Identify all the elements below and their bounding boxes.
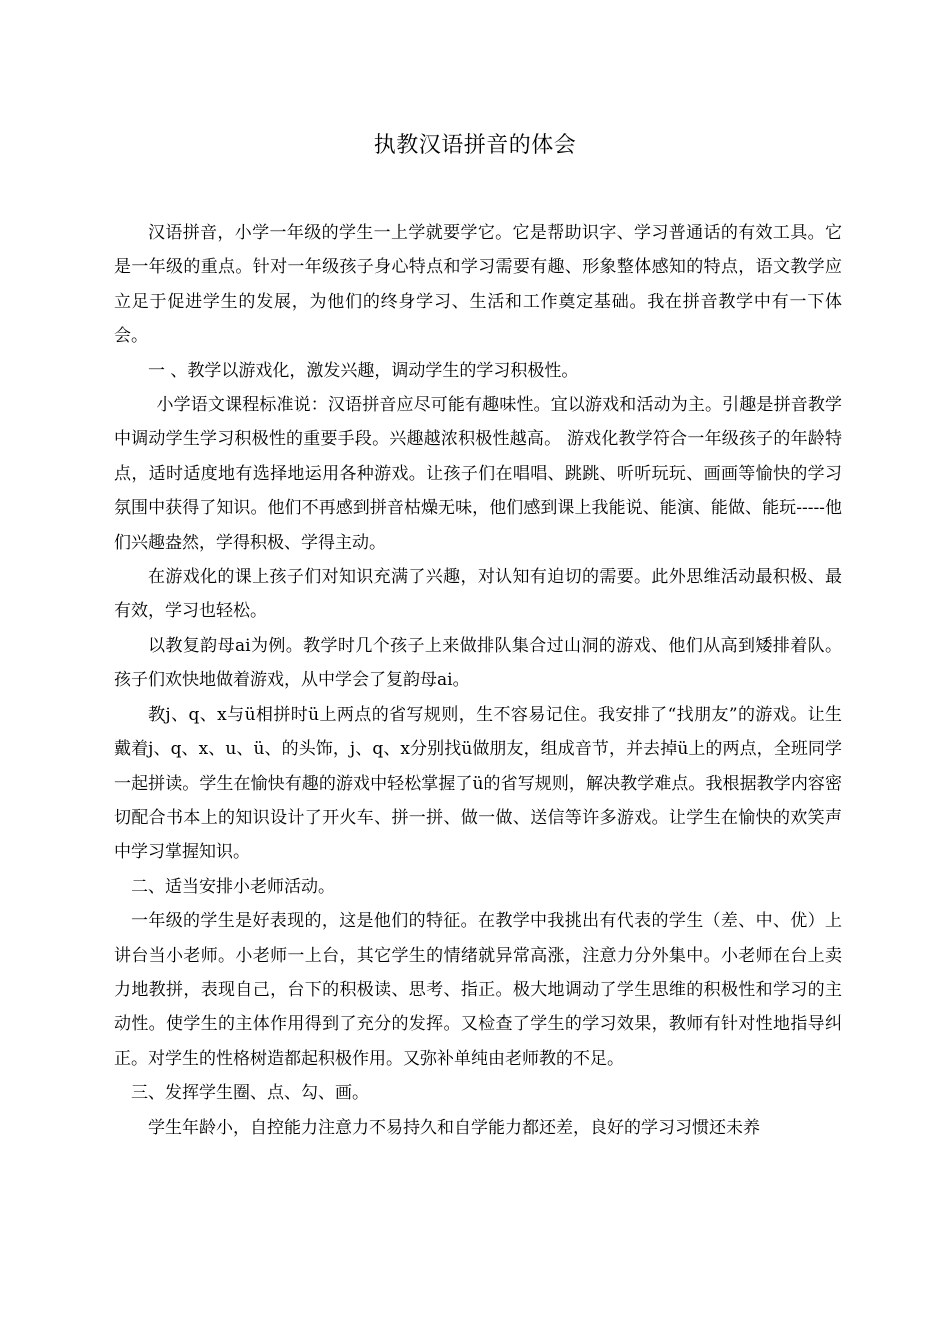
intro-paragraph: 汉语拼音，小学一年级的学生一上学就要学它。它是帮助识字、学习普通话的有效工具。它是一年级的重点。针对一年级孩子身心特点和学习需要有趣、形象整体感知的特点，语文教学应立足于促进学生的发展，为他们的终身学习、生活和工作奠定基础。我在拼音教学中有一下体会。 bbox=[114, 223, 842, 347]
section-heading-3: 三、发挥学生圈、点、勾、画。 bbox=[131, 1083, 369, 1104]
section-1-paragraph-3: 以教复韵母ai为例。教学时几个孩子上来做排队集合过山洞的游戏、他们从高到矮排着队。孩子们欢快地做着游戏，从中学会了复韵母ai。 bbox=[114, 635, 842, 691]
section-1-paragraph-2: 在游戏化的课上孩子们对知识充满了兴趣，对认知有迫切的需要。此外思维活动最积极、最有效，学习也轻松。 bbox=[114, 567, 842, 622]
document-body bbox=[114, 216, 842, 1145]
section-heading-1: 一 、教学以游戏化，激发兴趣，调动学生的学习积极性。 bbox=[148, 360, 579, 381]
document-title: 执教汉语拼音的体会 bbox=[373, 133, 577, 158]
section-1-paragraph-4: 教j、q、x与ü相拼时ü上两点的省写规则，生不容易记住。我安排了“找朋友”的游戏。让生戴着j、q、x、u、ü、的头饰，j、q、x分别找ü做朋友，组成音节，并去掉ü上的两点，全班同学一起拼读。学生在愉快有趣的游戏中轻松掌握了ü的省写规则，解决教学难点。我根据教学内容密切配合书本上的知识设计了开火车、拼一拼、做一做、送信等许多游戏。让学生在愉快的欢笑声中学习掌握知识。 bbox=[114, 704, 842, 863]
section-heading-2: 二、适当安排小老师活动。 bbox=[131, 876, 335, 897]
section-3-paragraph-1: 学生年龄小，自控能力注意力不易持久和自学能力都还差，良好的学习习惯还未养 bbox=[148, 1117, 760, 1138]
section-1-paragraph-1: 小学语文课程标准说：汉语拼音应尽可能有趣味性。宜以游戏和活动为主。引趣是拼音教学中调动学生学习积极性的重要手段。兴趣越浓积极性越高。 游戏化教学符合一年级孩子的年龄特点，适时适度地有选择地运用各种游戏。让孩子们在唱唱、跳跳、听听玩玩、画画等愉快的学习氛围中获得了知识。他们不再感到拼音枯燥无味，他们感到课上我能说、能演、能做、能玩-----他们兴趣盎然，学得积极、学得主动。 bbox=[114, 395, 842, 553]
section-2-paragraph-1: 一年级的学生是好表现的，这是他们的特征。在教学中我挑出有代表的学生（差、中、优）上讲台当小老师。小老师一上台，其它学生的情绪就异常高涨，注意力分外集中。小老师在台上卖力地教拼，表现自己，台下的积极读、思考、指正。极大地调动了学生思维的积极性和学习的主动性。使学生的主体作用得到了充分的发挥。又检查了学生的学习效果，教师有针对性地指导纠正。对学生的性格树造都起积极作用。又弥补单纯由老师教的不足。 bbox=[114, 911, 842, 1069]
